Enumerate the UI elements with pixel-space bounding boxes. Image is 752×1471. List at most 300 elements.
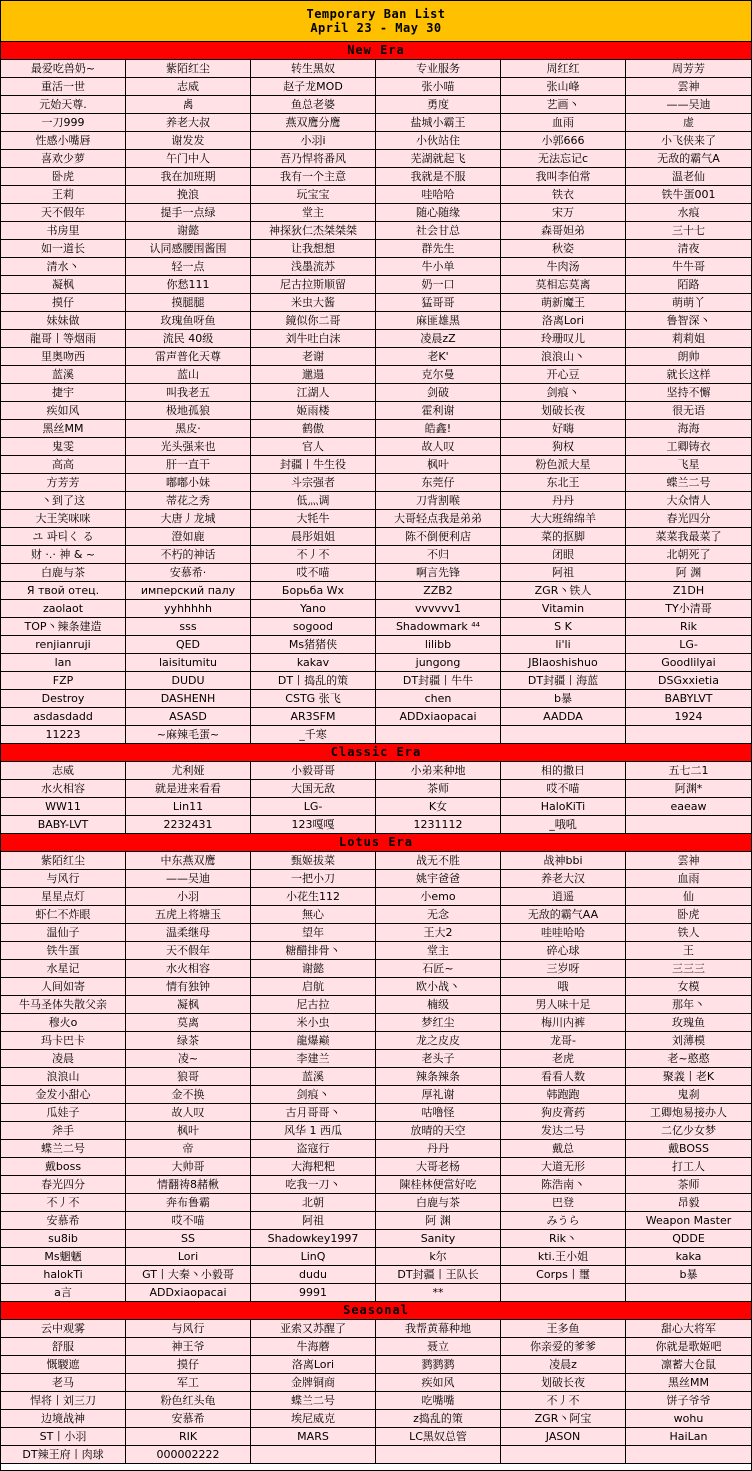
table-cell: 剑破 [376,384,501,402]
table-cell: 牛小单 [376,258,501,276]
table-cell: 牛肉汤 [501,258,626,276]
table-cell: 无敌的霸气A [626,150,751,168]
table-cell: 枫叶 [376,456,501,474]
table-cell: 谢懿 [126,222,251,240]
table-cell: 龍爆巅 [251,1032,376,1050]
table-cell: 北朝死了 [626,546,751,564]
table-cell: 小郭666 [501,132,626,150]
table-cell: 龍哥丨等烟雨 [1,330,126,348]
table-cell: ZGR丶铁人 [501,582,626,600]
table-cell: 军工 [126,1374,251,1392]
table-cell: 疾如风 [376,1374,501,1392]
table-cell: 摸腿腿 [126,294,251,312]
table-cell: 芜湖就起飞 [376,150,501,168]
sheet-title [1,1,751,42]
table-cell: zaolaot [1,600,126,618]
table-cell: 1231112 [376,816,501,834]
table-cell: 东莞仔 [376,474,501,492]
table-cell: 老K' [376,348,501,366]
table-cell: 艺画丶 [501,96,626,114]
table-cell: lan [1,654,126,672]
table-cell: 玫瑰鱼 [626,1014,751,1032]
table-cell: 啊言先锋 [376,564,501,582]
table-cell: 我有一个主意 [251,168,376,186]
table-cell: 白鹿与茶 [376,1194,501,1212]
section-header: Seasonal [1,1302,751,1320]
table-cell: _千寒 [251,726,376,744]
table-cell: 挽浪 [126,186,251,204]
table-cell: 糖醋排骨丶 [251,942,376,960]
table-cell: 刘薄模 [626,1032,751,1050]
table-cell: 发达二号 [501,1122,626,1140]
table-cell: 禼 [126,96,251,114]
table-cell: Lori [126,1248,251,1266]
table-cell: 老谢 [251,348,376,366]
table-cell: DSGxxietia [626,672,751,690]
table-cell: 洛离Lori [501,312,626,330]
table-cell: 1924 [626,708,751,726]
table-cell: AR3SFM [251,708,376,726]
table-cell: halokTi [1,1266,126,1284]
table-cell: 摸仔 [126,1356,251,1374]
table-cell [251,1446,376,1464]
table-cell: 蝶兰二号 [1,1140,126,1158]
table-cell [376,1446,501,1464]
table-cell: 放晴的天空 [376,1122,501,1140]
table-cell: 流民 40级 [126,330,251,348]
table-cell: ユ 파티く る [1,528,126,546]
table-cell: 群先生 [376,240,501,258]
table-cell: DT丨捣乱的策 [251,672,376,690]
table-cell: ——吴迪 [126,870,251,888]
table-cell: 风华 1 西瓜 [251,1122,376,1140]
table-cell: BABYLVT [626,690,751,708]
name-table [1,762,751,834]
table-cell: lilibb [376,636,501,654]
table-cell: 石匠~ [376,960,501,978]
table-cell: Ms猪猪侠 [251,636,376,654]
table-cell: 亚索又苏醒了 [251,1320,376,1338]
table-cell: z捣乱的策 [376,1410,501,1428]
table-cell: 开心豆 [501,366,626,384]
table-cell: DT辣王府丨肉球 [1,1446,126,1464]
table-cell: Vitamin [501,600,626,618]
table-cell: DT封疆丨王队长 [376,1266,501,1284]
table-cell: Weapon Master [626,1212,751,1230]
table-cell: 牛马圣体失散父亲 [1,996,126,1014]
table-cell: QDDE [626,1230,751,1248]
table-cell: 老马 [1,1374,126,1392]
table-cell: 海海 [626,420,751,438]
table-cell: 战无不胜 [376,852,501,870]
table-cell: 鹨鹨鹨 [376,1356,501,1374]
table-cell: RIK [126,1428,251,1446]
table-cell: 北朝 [251,1194,376,1212]
table-cell: 官人 [251,438,376,456]
table-cell: 无念 [376,906,501,924]
table-cell: renjianruji [1,636,126,654]
table-cell: 神王爷 [126,1338,251,1356]
table-cell: 方芳芳 [1,474,126,492]
table-cell: 楠级 [376,996,501,1014]
date-range: April 23 - May 30 [310,21,442,35]
table-cell: kakav [251,654,376,672]
table-cell: 慨騣遮 [1,1356,126,1374]
table-cell: 黑丝MM [1,420,126,438]
table-cell: 天不假年 [126,942,251,960]
table-cell: 血雨 [501,114,626,132]
table-cell: 坚持不懈 [626,384,751,402]
table-cell: 人间如寄 [1,978,126,996]
table-cell: 铁牛蛋001 [626,186,751,204]
table-cell: 大帅哥 [126,1158,251,1176]
table-cell: ST丨小羽 [1,1428,126,1446]
table-cell: 鱼总老婆 [251,96,376,114]
table-cell: ~麻辣毛蛋~ [126,726,251,744]
table-cell: 王 [626,942,751,960]
table-cell: 陈浩南丶 [501,1176,626,1194]
table-cell: 茶师 [626,1176,751,1194]
table-cell: 三十七 [626,222,751,240]
table-cell: 紫陌红尘 [126,60,251,78]
table-cell: 谢懿 [251,960,376,978]
table-cell: 聂立 [376,1338,501,1356]
table-cell: 嘟嘟小妹 [126,474,251,492]
table-cell: 蓝山 [126,366,251,384]
table-cell: 战神bbi [501,852,626,870]
table-cell: 赵子龙MOD [251,78,376,96]
table-cell: 小羽i [251,132,376,150]
table-cell: 莉莉姐 [626,330,751,348]
table-cell: 玛卡巴卡 [1,1032,126,1050]
table-cell: 枫叶 [126,1122,251,1140]
table-cell: Lin11 [126,798,251,816]
table-cell: 玲珊叹儿 [501,330,626,348]
table-cell: 大海粑粑 [251,1158,376,1176]
table-cell: 小emo [376,888,501,906]
table-cell: 皓鑫! [376,420,501,438]
table-cell: 午门中人 [126,150,251,168]
table-cell: 茶师 [376,780,501,798]
table-cell: S K [501,618,626,636]
table-cell: 大哥老杨 [376,1158,501,1176]
table-cell: MARS [251,1428,376,1446]
table-cell: 狗皮膏药 [501,1104,626,1122]
table-cell: 厚礼谢 [376,1086,501,1104]
table-cell: 好嗨 [501,420,626,438]
table-cell: 张山峰 [501,78,626,96]
table-cell: 望年 [251,924,376,942]
table-cell: JASON [501,1428,626,1446]
table-cell: 菜的抠脚 [501,528,626,546]
table-cell: Shadowkey1997 [251,1230,376,1248]
table-cell: 蝶兰二号 [251,1392,376,1410]
table-cell: 森哥妲弟 [501,222,626,240]
table-cell: asdasdadd [1,708,126,726]
table-cell: 故人叹 [126,1104,251,1122]
table-cell: 晨彤姐姐 [251,528,376,546]
table-cell: 小羽 [126,888,251,906]
table-cell: 打工人 [626,1158,751,1176]
table-cell: 性感小嘴唇 [1,132,126,150]
table-cell: 春光四分 [626,510,751,528]
table-cell: b暴 [501,690,626,708]
table-cell: 摸仔 [1,294,126,312]
table-cell: 闭眼 [501,546,626,564]
table-cell: 就是进来看看 [126,780,251,798]
table-cell: 雷声普化天尊 [126,348,251,366]
table-cell: 穆火o [1,1014,126,1032]
table-cell: 一把小刀 [251,870,376,888]
table-cell: 很无语 [626,402,751,420]
table-cell: 卧虎 [626,906,751,924]
table-cell: 铁衣 [501,186,626,204]
table-cell: 周红红 [501,60,626,78]
table-cell: 巴登 [501,1194,626,1212]
table-cell: 天不假年 [1,204,126,222]
table-cell: 凌晨zZ [376,330,501,348]
table-cell: ASASD [126,708,251,726]
table-cell: 莫离 [126,1014,251,1032]
table-cell: 牛海蘑 [251,1338,376,1356]
table-cell: 极地孤狼 [126,402,251,420]
table-cell: 五七二1 [626,762,751,780]
table-cell: 不丿不 [251,546,376,564]
table-cell: AADDA [501,708,626,726]
table-cell [626,1284,751,1302]
table-cell: 大道无形 [501,1158,626,1176]
table-cell: 春光四分 [1,1176,126,1194]
table-cell: k尔 [376,1248,501,1266]
table-cell: 小飞侠来了 [626,132,751,150]
table-cell: 水星记 [1,960,126,978]
table-cell: 划破长夜 [501,1374,626,1392]
table-cell: 帝 [126,1140,251,1158]
table-cell: 小毅哥哥 [251,762,376,780]
table-cell: 剑痕丶 [501,384,626,402]
table-cell: 萌新魔王 [501,294,626,312]
table-cell: 小花生112 [251,888,376,906]
table-cell: 麻匪雄黑 [376,312,501,330]
table-cell: 凝枫 [126,996,251,1014]
table-cell: 鬼刹 [626,1086,751,1104]
table-cell: 老虎 [501,1050,626,1068]
table-cell: 古月哥哥丶 [251,1104,376,1122]
table-cell: 肝一直干 [126,456,251,474]
table-cell: 蝶兰二号 [626,474,751,492]
table-cell: 鹤傲 [251,420,376,438]
table-cell: 克尔曼 [376,366,501,384]
table-cell: TOP丶辣条建造 [1,618,126,636]
table-cell: 转生黑奴 [251,60,376,78]
table-cell: 不朽的神话 [126,546,251,564]
table-cell: 陈不倒便利店 [376,528,501,546]
table-cell: 元始天尊. [1,96,126,114]
table-cell: 财 ·.· 神 & ~ [1,546,126,564]
table-cell: 认同感腰围酱围 [126,240,251,258]
table-cell: 相的撒日 [501,762,626,780]
table-cell: 大大班绵绵羊 [501,510,626,528]
table-cell: 捷宇 [1,384,126,402]
table-cell: 欧小战丶 [376,978,501,996]
table-cell: 秋姿 [501,240,626,258]
table-cell: ADDxiaopacai [376,708,501,726]
table-cell: ** [376,1284,501,1302]
table-cell: みうら [501,1212,626,1230]
table-cell: 堂主 [251,204,376,222]
table-cell: 金发小甜心 [1,1086,126,1104]
table-cell: 如一道长 [1,240,126,258]
table-cell: 米小虫 [251,1014,376,1032]
table-cell: 情翻祷8赭楸 [126,1176,251,1194]
table-cell: 吾乃悍将番风 [251,150,376,168]
table-cell: 000002222 [126,1446,251,1464]
table-cell: su8ib [1,1230,126,1248]
table-cell: 书房里 [1,222,126,240]
table-cell: LC黑奴总管 [376,1428,501,1446]
table-cell: 邋遢 [251,366,376,384]
table-cell: 陌路 [626,276,751,294]
table-cell: 黑皮· [126,420,251,438]
table-cell: 粉色红头龟 [126,1392,251,1410]
table-cell: 温仙子 [1,924,126,942]
table-cell: 养老大汉 [501,870,626,888]
table-cell: eaeaw [626,798,751,816]
table-cell: 刘牛吐白沫 [251,330,376,348]
table-cell: HaiLan [626,1428,751,1446]
table-cell: 9991 [251,1284,376,1302]
table-cell: 提手一点绿 [126,204,251,222]
table-cell: WW11 [1,798,126,816]
table-cell: 工卿炮易接办人 [626,1104,751,1122]
table-cell: 丹丹 [501,492,626,510]
table-cell: 牛牛哥 [626,258,751,276]
table-cell: 哦 [501,978,626,996]
table-cell: 血雨 [626,870,751,888]
table-cell: 不归 [376,546,501,564]
table-cell: 专业服务 [376,60,501,78]
table-cell: BABY-LVT [1,816,126,834]
table-cell: sss [126,618,251,636]
table-cell: 蓝溪 [251,1068,376,1086]
table-cell [626,726,751,744]
table-cell: 堂主 [376,942,501,960]
table-cell: 清夜 [626,240,751,258]
table-cell: 大王笑咪咪 [1,510,126,528]
table-cell: 洛离Lori [251,1356,376,1374]
name-table [1,852,751,1302]
table-cell: 与风行 [126,1320,251,1338]
table-cell: 猛哥哥 [376,294,501,312]
table-cell: 男人味十足 [501,996,626,1014]
table-cell: 二亿少女梦 [626,1122,751,1140]
table-cell: 谢发发 [126,132,251,150]
table-cell: 疾如风 [1,402,126,420]
section-header: Classic Era [1,744,751,762]
table-cell: 不丿不 [1,1194,126,1212]
table-cell: 舒服 [1,1338,126,1356]
table-cell: FZP [1,672,126,690]
table-cell: 大哥轻点我是弟弟 [376,510,501,528]
table-cell: 吃嘴嘴 [376,1392,501,1410]
table-cell: 凌~ [126,1050,251,1068]
table-cell: 龙哥- [501,1032,626,1050]
table-cell: 米虫大酱 [251,294,376,312]
table-cell [376,726,501,744]
table-cell: 昂毅 [626,1194,751,1212]
table-cell: 燕双鹰分鹰 [251,114,376,132]
table-cell: 我在加班期 [126,168,251,186]
table-cell: 戴boss [1,1158,126,1176]
table-cell: 逍遥 [501,888,626,906]
table-cell: 鏡似你二哥 [251,312,376,330]
table-cell: 姚宇爸爸 [376,870,501,888]
table-cell: Yano [251,600,376,618]
table-cell: 菜菜我最菜了 [626,528,751,546]
table-cell: 你亲爱的爹爹 [501,1338,626,1356]
table-cell: Ms魍魉 [1,1248,126,1266]
table-cell: kaka [626,1248,751,1266]
table-cell: 光头强来也 [126,438,251,456]
table-cell: yyhhhhh [126,600,251,618]
table-cell: Corps丨璽 [501,1266,626,1284]
table-cell: 王莉 [1,186,126,204]
table-cell: 妹妹做 [1,312,126,330]
table-cell: SS [126,1230,251,1248]
table-cell: 刀背割喉 [376,492,501,510]
table-cell: 盗寇行 [251,1140,376,1158]
table-cell: 三岁呀 [501,960,626,978]
table-cell: 狗权 [501,438,626,456]
table-cell: K女 [376,798,501,816]
table-cell: 饼子爷爷 [626,1392,751,1410]
table-cell: 我帮黄幕种地 [376,1320,501,1338]
table-cell: Борьба Wx [251,582,376,600]
table-cell: 盐城小霸王 [376,114,501,132]
table-cell: chen [376,690,501,708]
table-cell: 五虎上将塘玉 [126,906,251,924]
table-cell: 11223 [1,726,126,744]
table-cell: 阿 渊 [376,1212,501,1230]
table-cell: _哦吼 [501,816,626,834]
table-cell: 清水丶 [1,258,126,276]
table-cell: Rik [626,618,751,636]
table-cell: ——吴迪 [626,96,751,114]
table-cell: 边境战神 [1,1410,126,1428]
table-cell: 轻一点 [126,258,251,276]
table-cell: 聚義丨老K [626,1068,751,1086]
table-cell: Sanity [376,1230,501,1248]
table-cell: 一刀999 [1,114,126,132]
table-cell: 小弟来种地 [376,762,501,780]
table-cell: 虚 [626,114,751,132]
table-cell [501,1446,626,1464]
table-cell: 与风行 [1,870,126,888]
table-cell: 让我想想 [251,240,376,258]
table-cell: 王多鱼 [501,1320,626,1338]
table-cell: 陳桂林便當好吃 [376,1176,501,1194]
table-cell: kti.王小姐 [501,1248,626,1266]
table-cell: 张小喵 [376,78,501,96]
table-cell: 玩宝宝 [251,186,376,204]
table-cell: HaloKiTi [501,798,626,816]
table-cell [501,726,626,744]
table-cell: ADDxiaopacai [126,1284,251,1302]
table-cell: 工卿铸衣 [626,438,751,456]
table-cell: LG- [251,798,376,816]
table-cell: sogood [251,618,376,636]
table-cell: 凛蓄大仓鼠 [626,1356,751,1374]
